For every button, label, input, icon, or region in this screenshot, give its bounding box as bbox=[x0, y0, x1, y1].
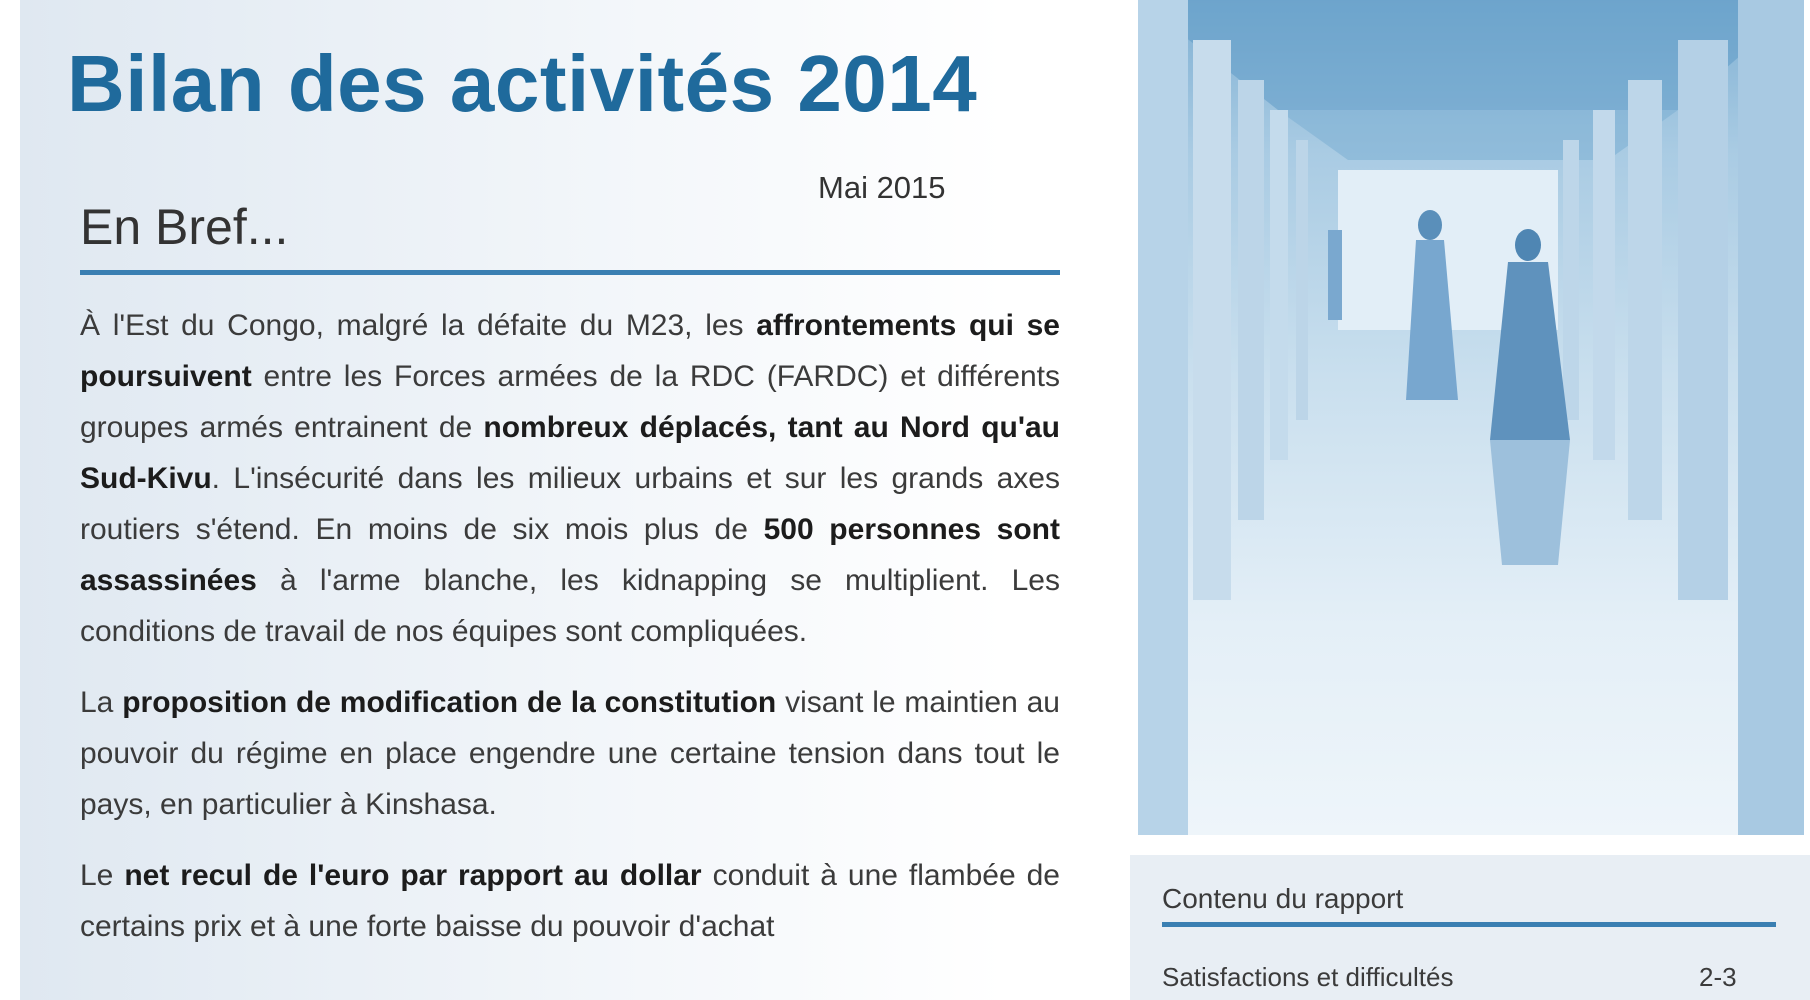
body-text bbox=[80, 300, 1060, 972]
contents-title: Contenu du rapport bbox=[1162, 883, 1404, 914]
paragraph-text: à l'arme blanche, les kidnapping se multiplient. Les conditions de travail de nos équipes sont compliquées. bbox=[80, 564, 1060, 648]
contents-item-label: Satisfactions et difficultés bbox=[1162, 962, 1454, 992]
paragraph-text: La bbox=[80, 686, 123, 719]
body-paragraph bbox=[80, 850, 1060, 952]
report-page bbox=[20, 0, 1810, 1000]
section-heading: En Bref... bbox=[80, 199, 289, 255]
paragraph-text: Le bbox=[80, 859, 125, 892]
emphasis-text: net recul de l'euro par rapport au dollar bbox=[124, 859, 702, 892]
paragraph-text: À l'Est du Congo, malgré la défaite du M23, les bbox=[80, 309, 757, 342]
contents-divider bbox=[1162, 922, 1776, 927]
report-contents-box bbox=[1130, 855, 1810, 1000]
section-divider bbox=[80, 270, 1060, 275]
cover-photo bbox=[1138, 0, 1804, 835]
report-title: Bilan des activités 2014 bbox=[67, 39, 978, 128]
contents-item bbox=[1162, 962, 1776, 993]
body-paragraph bbox=[80, 677, 1060, 830]
paragraph-text: conduit à une flambée de certains prix et à une forte baisse du pouvoir d'achat bbox=[80, 859, 1060, 943]
paragraph-text: . L'insécurité dans les milieux urbains et sur les grands axes routiers s'étend. En moins de six mois plus de bbox=[80, 462, 1060, 546]
emphasis-text: 500 personnes sont assassinées bbox=[80, 513, 1061, 597]
emphasis-text: affrontements qui se poursuivent bbox=[80, 309, 1060, 393]
paragraph-text: entre les Forces armées de la RDC (FARDC) et différents groupes armés entrainent de bbox=[80, 360, 1060, 444]
contents-item-pages: 2-3 bbox=[1699, 962, 1737, 992]
paragraph-text: visant le maintien au pouvoir du régime en place engendre une certaine tension dans tout le pays, en particulier à Kinshasa. bbox=[80, 686, 1060, 821]
body-paragraph bbox=[80, 300, 1060, 657]
emphasis-text: nombreux déplacés, tant au Nord qu'au Sud-Kivu bbox=[80, 411, 1060, 495]
emphasis-text: proposition de modification de la constitution bbox=[122, 686, 777, 719]
report-date: Mai 2015 bbox=[818, 170, 946, 205]
